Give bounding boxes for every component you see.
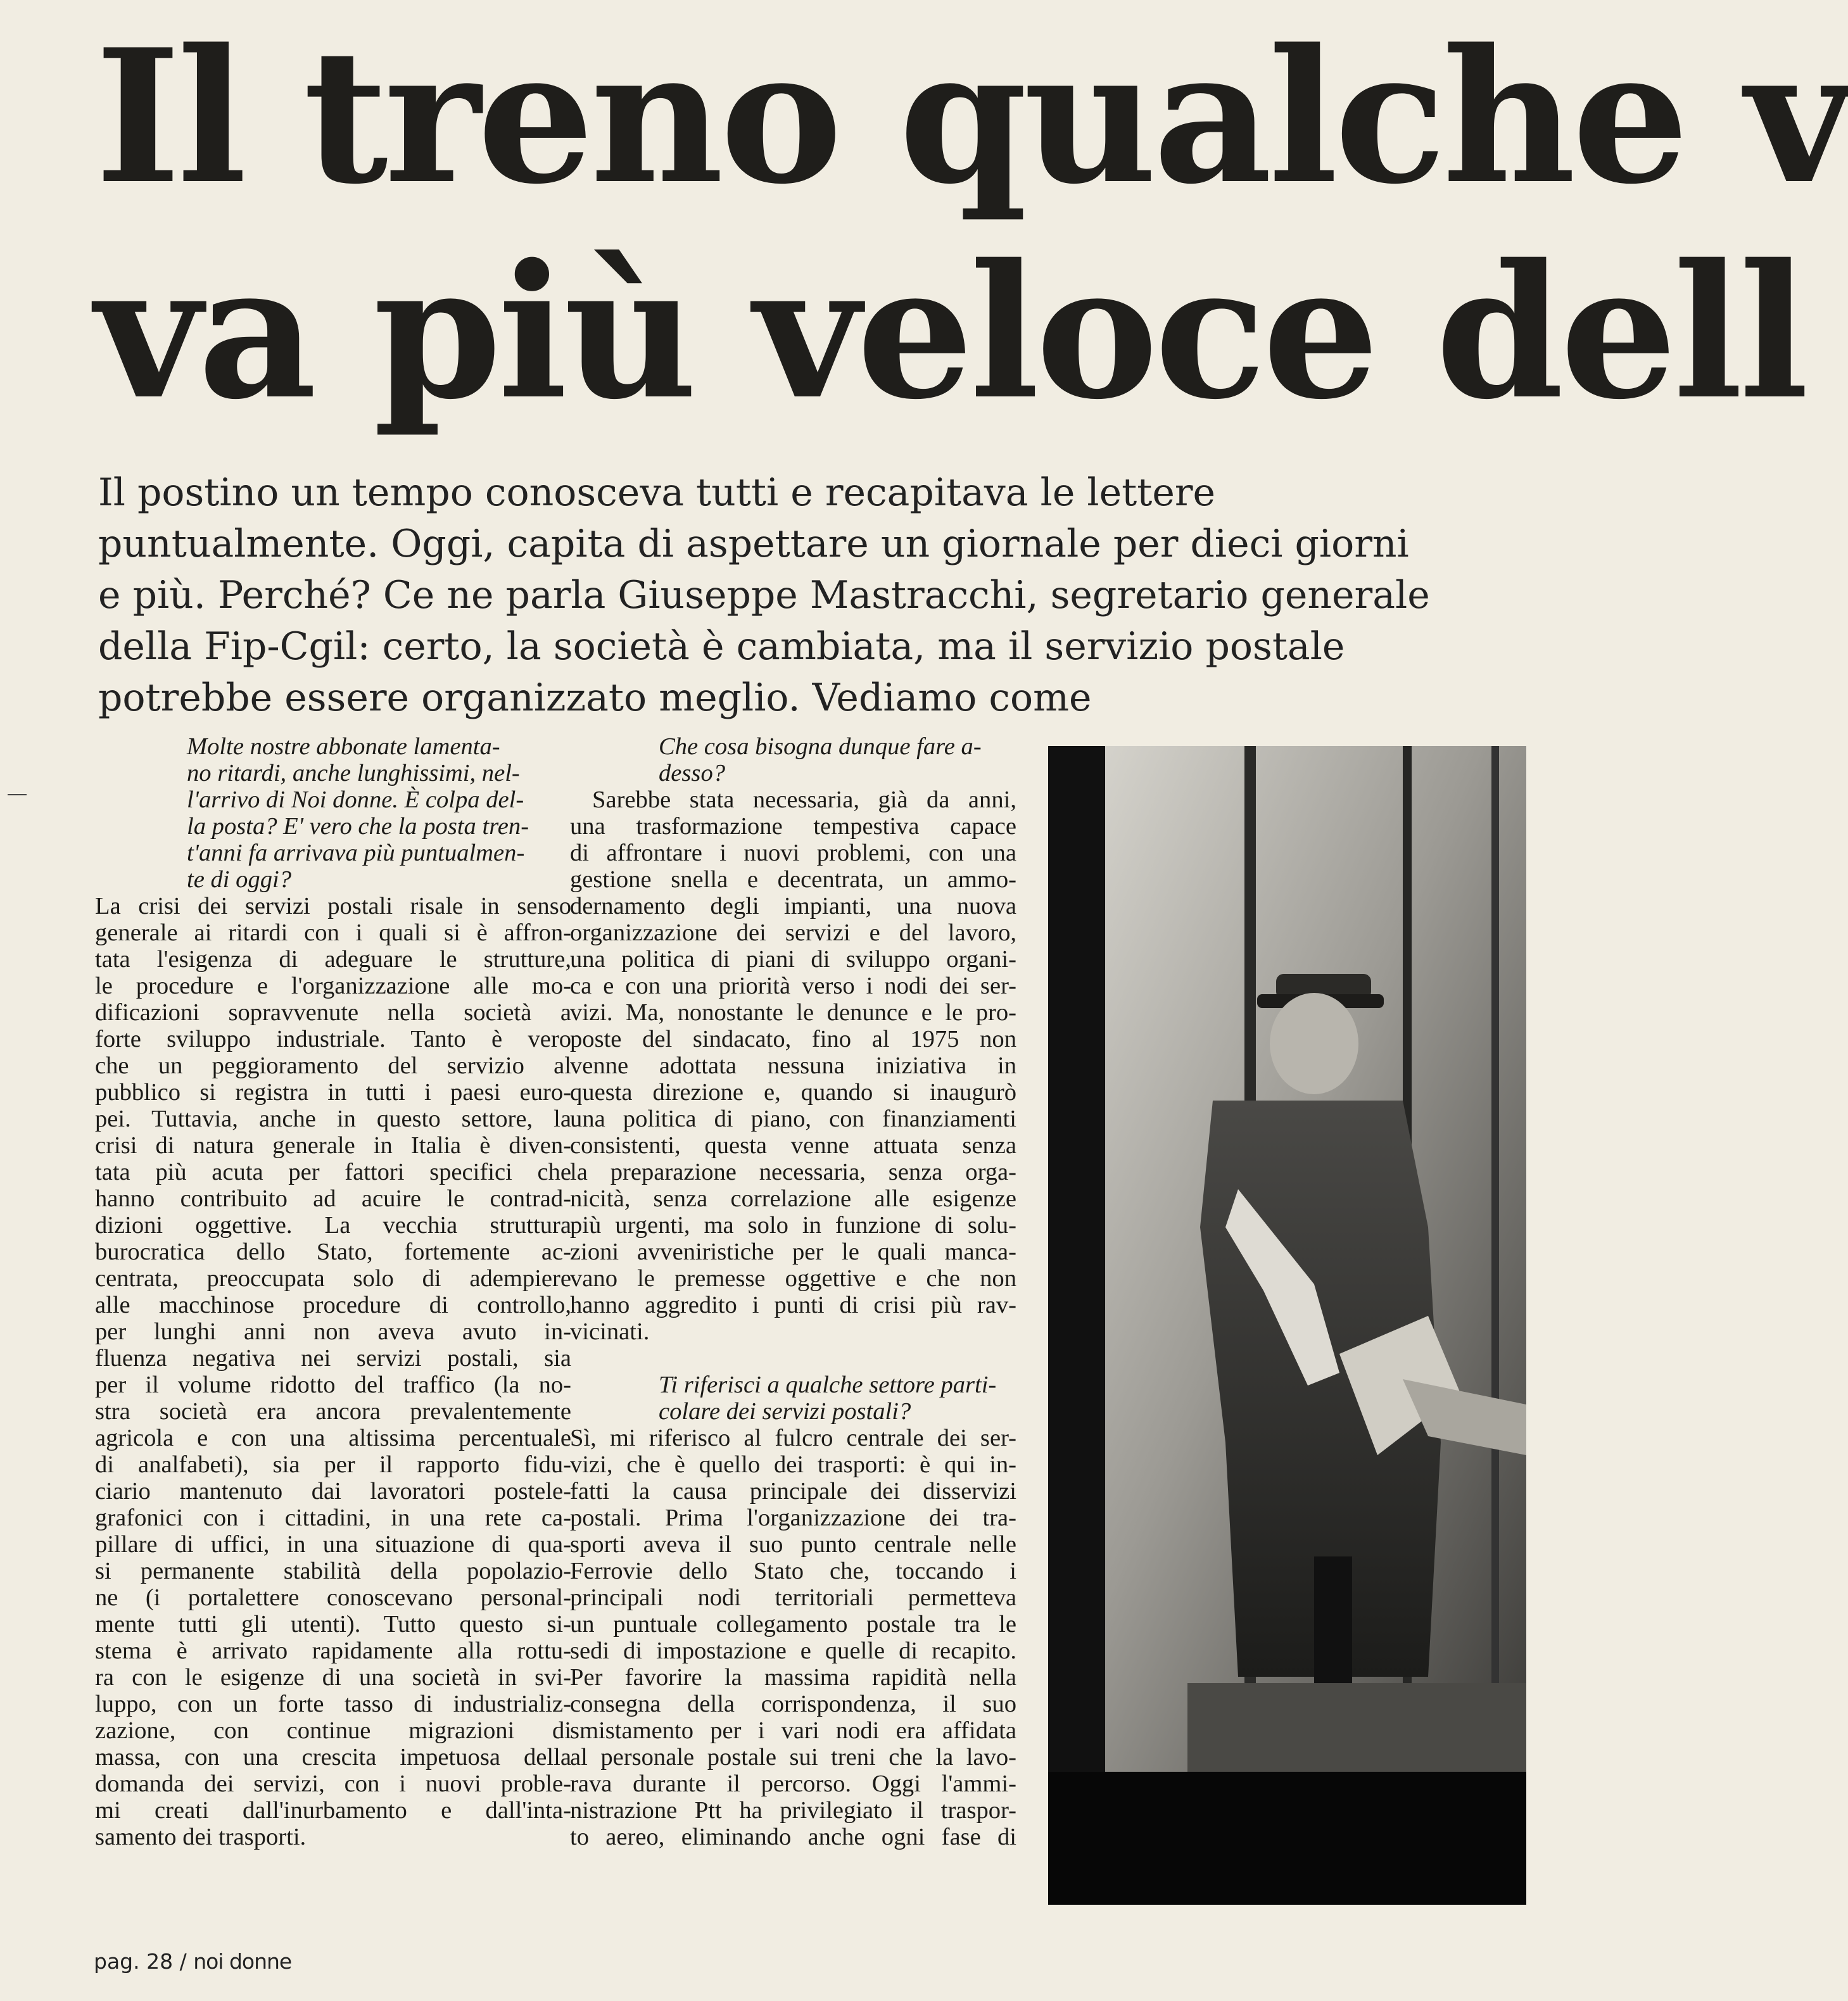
text-line: Per favorire la massima rapidità nella xyxy=(570,1664,1016,1691)
question-line: Ti riferisci a qualche settore parti- xyxy=(659,1372,997,1398)
question-line: desso? xyxy=(659,760,726,786)
text-line: ciario mantenuto dai lavoratori postele- xyxy=(95,1478,571,1505)
text-line: sporti aveva il suo punto centrale nelle xyxy=(570,1531,1016,1558)
text-line: vicinati. xyxy=(570,1318,650,1345)
text-line: principali nodi territoriali permetteva xyxy=(570,1584,1016,1611)
text-line: consegna della corrispondenza, il suo xyxy=(570,1691,1016,1717)
text-line: grafonici con i cittadini, in una rete ca- xyxy=(95,1505,571,1531)
text-line: pillare di uffici, in una situazione di qua- xyxy=(95,1531,571,1558)
text-line: fatti la causa principale dei disservizi xyxy=(570,1478,1016,1505)
text-line: hanno contribuito ad acuire le contrad- xyxy=(95,1185,571,1212)
paragraph-gap xyxy=(570,1345,1016,1372)
text-line: vizi. Ma, nonostante le denunce e le pro- xyxy=(570,999,1016,1026)
text-line: tata più acuta per fattori specifici che xyxy=(95,1159,571,1185)
subtitle-line: e più. Perché? Ce ne parla Giuseppe Mastracchi, segretario generale xyxy=(98,573,1430,617)
text-line: una politica di piani di sviluppo organi- xyxy=(570,946,1016,973)
text-line: che un peggioramento del servizio al xyxy=(95,1052,571,1079)
text-line: ra con le esigenze di una società in svi- xyxy=(95,1664,571,1691)
text-line: Sì, mi riferisco al fulcro centrale dei ser- xyxy=(570,1425,1016,1451)
text-line: poste del sindacato, fino al 1975 non xyxy=(570,1026,1016,1052)
interview-question xyxy=(570,1372,1016,1425)
text-line: to aereo, eliminando anche ogni fase di xyxy=(570,1824,1016,1850)
page-footer xyxy=(94,1949,291,1974)
text-line: le procedure e l'organizzazione alle mo- xyxy=(95,973,571,999)
headline-line-1: Il treno qualche v xyxy=(95,9,1848,225)
text-line: stema è arrivato rapidamente alla rottu- xyxy=(95,1638,571,1664)
text-line: sedi di impostazione e quelle di recapito. xyxy=(570,1638,1016,1664)
text-line: dificazioni sopravvenute nella società a xyxy=(95,999,571,1026)
text-line: per lunghi anni non aveva avuto in- xyxy=(95,1318,571,1345)
text-line: zioni avveniristiche per le quali manca- xyxy=(570,1239,1016,1265)
question-line: t'anni fa arrivava più puntualmen- xyxy=(187,840,525,866)
text-line: per il volume ridotto del traffico (la no- xyxy=(95,1372,571,1398)
text-line: questa direzione e, quando si inaugurò xyxy=(570,1079,1016,1106)
text-line: vano le premesse oggettive e che non xyxy=(570,1265,1016,1292)
question-line: Molte nostre abbonate lamenta- xyxy=(187,733,500,760)
article-column-1 xyxy=(95,733,571,1850)
text-line: una politica di piano, con finanziamenti xyxy=(570,1106,1016,1132)
text-line: La crisi dei servizi postali risale in senso xyxy=(95,893,571,919)
text-line: crisi di natura generale in Italia è diven- xyxy=(95,1132,571,1159)
question-line: colare dei servizi postali? xyxy=(659,1398,911,1425)
text-line: rava durante il percorso. Oggi l'ammi- xyxy=(570,1771,1016,1797)
text-line: di analfabeti), sia per il rapporto fidu- xyxy=(95,1451,571,1478)
text-line: di affrontare i nuovi problemi, con una xyxy=(570,840,1016,866)
article-column-2 xyxy=(570,733,1016,1850)
text-line: la preparazione necessaria, senza orga- xyxy=(570,1159,1016,1185)
text-line: stra società era ancora prevalentemente xyxy=(95,1398,571,1425)
text-line: forte sviluppo industriale. Tanto è vero xyxy=(95,1026,571,1052)
text-line: alle macchinose procedure di controllo, xyxy=(95,1292,571,1318)
text-line: organizzazione dei servizi e del lavoro, xyxy=(570,919,1016,946)
text-line: al personale postale sui treni che la lavo- xyxy=(570,1744,1016,1771)
question-line: la posta? E' vero che la posta tren- xyxy=(187,813,529,840)
text-line: luppo, con un forte tasso di industrializ- xyxy=(95,1691,571,1717)
text-line: domanda dei servizi, con i nuovi proble- xyxy=(95,1771,571,1797)
subtitle-line: puntualmente. Oggi, capita di aspettare un giornale per dieci giorni xyxy=(98,522,1409,566)
text-line: postali. Prima l'organizzazione dei tra- xyxy=(570,1505,1016,1531)
text-line: smistamento per i vari nodi era affidata xyxy=(570,1717,1016,1744)
interview-question xyxy=(95,733,571,893)
question-line: no ritardi, anche lunghissimi, nel- xyxy=(187,760,520,786)
text-line: Sarebbe stata necessaria, già da anni, xyxy=(592,786,1016,813)
text-line: agricola e con una altissima percentuale xyxy=(95,1425,571,1451)
subtitle-line: Il postino un tempo conosceva tutti e recapitava le lettere xyxy=(98,470,1216,515)
text-line: più urgenti, ma solo in funzione di solu- xyxy=(570,1212,1016,1239)
text-line: gestione snella e decentrata, un ammo- xyxy=(570,866,1016,893)
text-line: dizioni oggettive. La vecchia struttura xyxy=(95,1212,571,1239)
subtitle-line: potrebbe essere organizzato meglio. Vediamo come xyxy=(98,676,1092,720)
photo-image xyxy=(1048,746,1526,1905)
text-line: tata l'esigenza di adeguare le strutture, xyxy=(95,946,571,973)
page-number: pag. 28 / xyxy=(94,1949,187,1974)
text-line: si permanente stabilità della popolazio- xyxy=(95,1558,571,1584)
subtitle xyxy=(98,467,1428,724)
text-line: ca e con una priorità verso i nodi dei ser- xyxy=(570,973,1016,999)
question-line: l'arrivo di Noi donne. È colpa del- xyxy=(187,786,524,813)
text-line: mi creati dall'inurbamento e dall'inta- xyxy=(95,1797,571,1824)
margin-mark xyxy=(8,794,27,795)
text-line: pei. Tuttavia, anche in questo settore, la xyxy=(95,1106,571,1132)
subtitle-line: della Fip-Cgil: certo, la società è cambiata, ma il servizio postale xyxy=(98,624,1345,669)
question-line: Che cosa bisogna dunque fare a- xyxy=(659,733,982,760)
headline-line-2: va più veloce dell xyxy=(95,225,1806,440)
text-line: un puntuale collegamento postale tra le xyxy=(570,1611,1016,1638)
text-line: mente tutti gli utenti). Tutto questo si- xyxy=(95,1611,571,1638)
text-line: una trasformazione tempestiva capace xyxy=(570,813,1016,840)
text-line: hanno aggredito i punti di crisi più rav- xyxy=(570,1292,1016,1318)
text-line: fluenza negativa nei servizi postali, sia xyxy=(95,1345,571,1372)
text-line: massa, con una crescita impetuosa della xyxy=(95,1744,571,1771)
text-line: Ferrovie dello Stato che, toccando i xyxy=(570,1558,1016,1584)
question-line: te di oggi? xyxy=(187,866,292,893)
text-line: nicità, senza correlazione alle esigenze xyxy=(570,1185,1016,1212)
text-line: vizi, che è quello dei trasporti: è qui in- xyxy=(570,1451,1016,1478)
text-line: zazione, con continue migrazioni di xyxy=(95,1717,571,1744)
text-line: centrata, preoccupata solo di adempiere xyxy=(95,1265,571,1292)
text-line: generale ai ritardi con i quali si è affron- xyxy=(95,919,571,946)
photo-postman-at-train-door xyxy=(1048,746,1526,1905)
text-line: samento dei trasporti. xyxy=(95,1824,307,1850)
magazine-name: noi donne xyxy=(193,1949,292,1974)
text-line: nistrazione Ptt ha privilegiato il traspor- xyxy=(570,1797,1016,1824)
interview-question xyxy=(570,733,1016,786)
text-line: pubblico si registra in tutti i paesi euro- xyxy=(95,1079,571,1106)
text-line: consistenti, questa venne attuata senza xyxy=(570,1132,1016,1159)
text-line: venne adottata nessuna iniziativa in xyxy=(570,1052,1016,1079)
text-line: ne (i portalettere conoscevano personal- xyxy=(95,1584,571,1611)
text-line: burocratica dello Stato, fortemente ac- xyxy=(95,1239,571,1265)
text-line: dernamento degli impianti, una nuova xyxy=(570,893,1016,919)
